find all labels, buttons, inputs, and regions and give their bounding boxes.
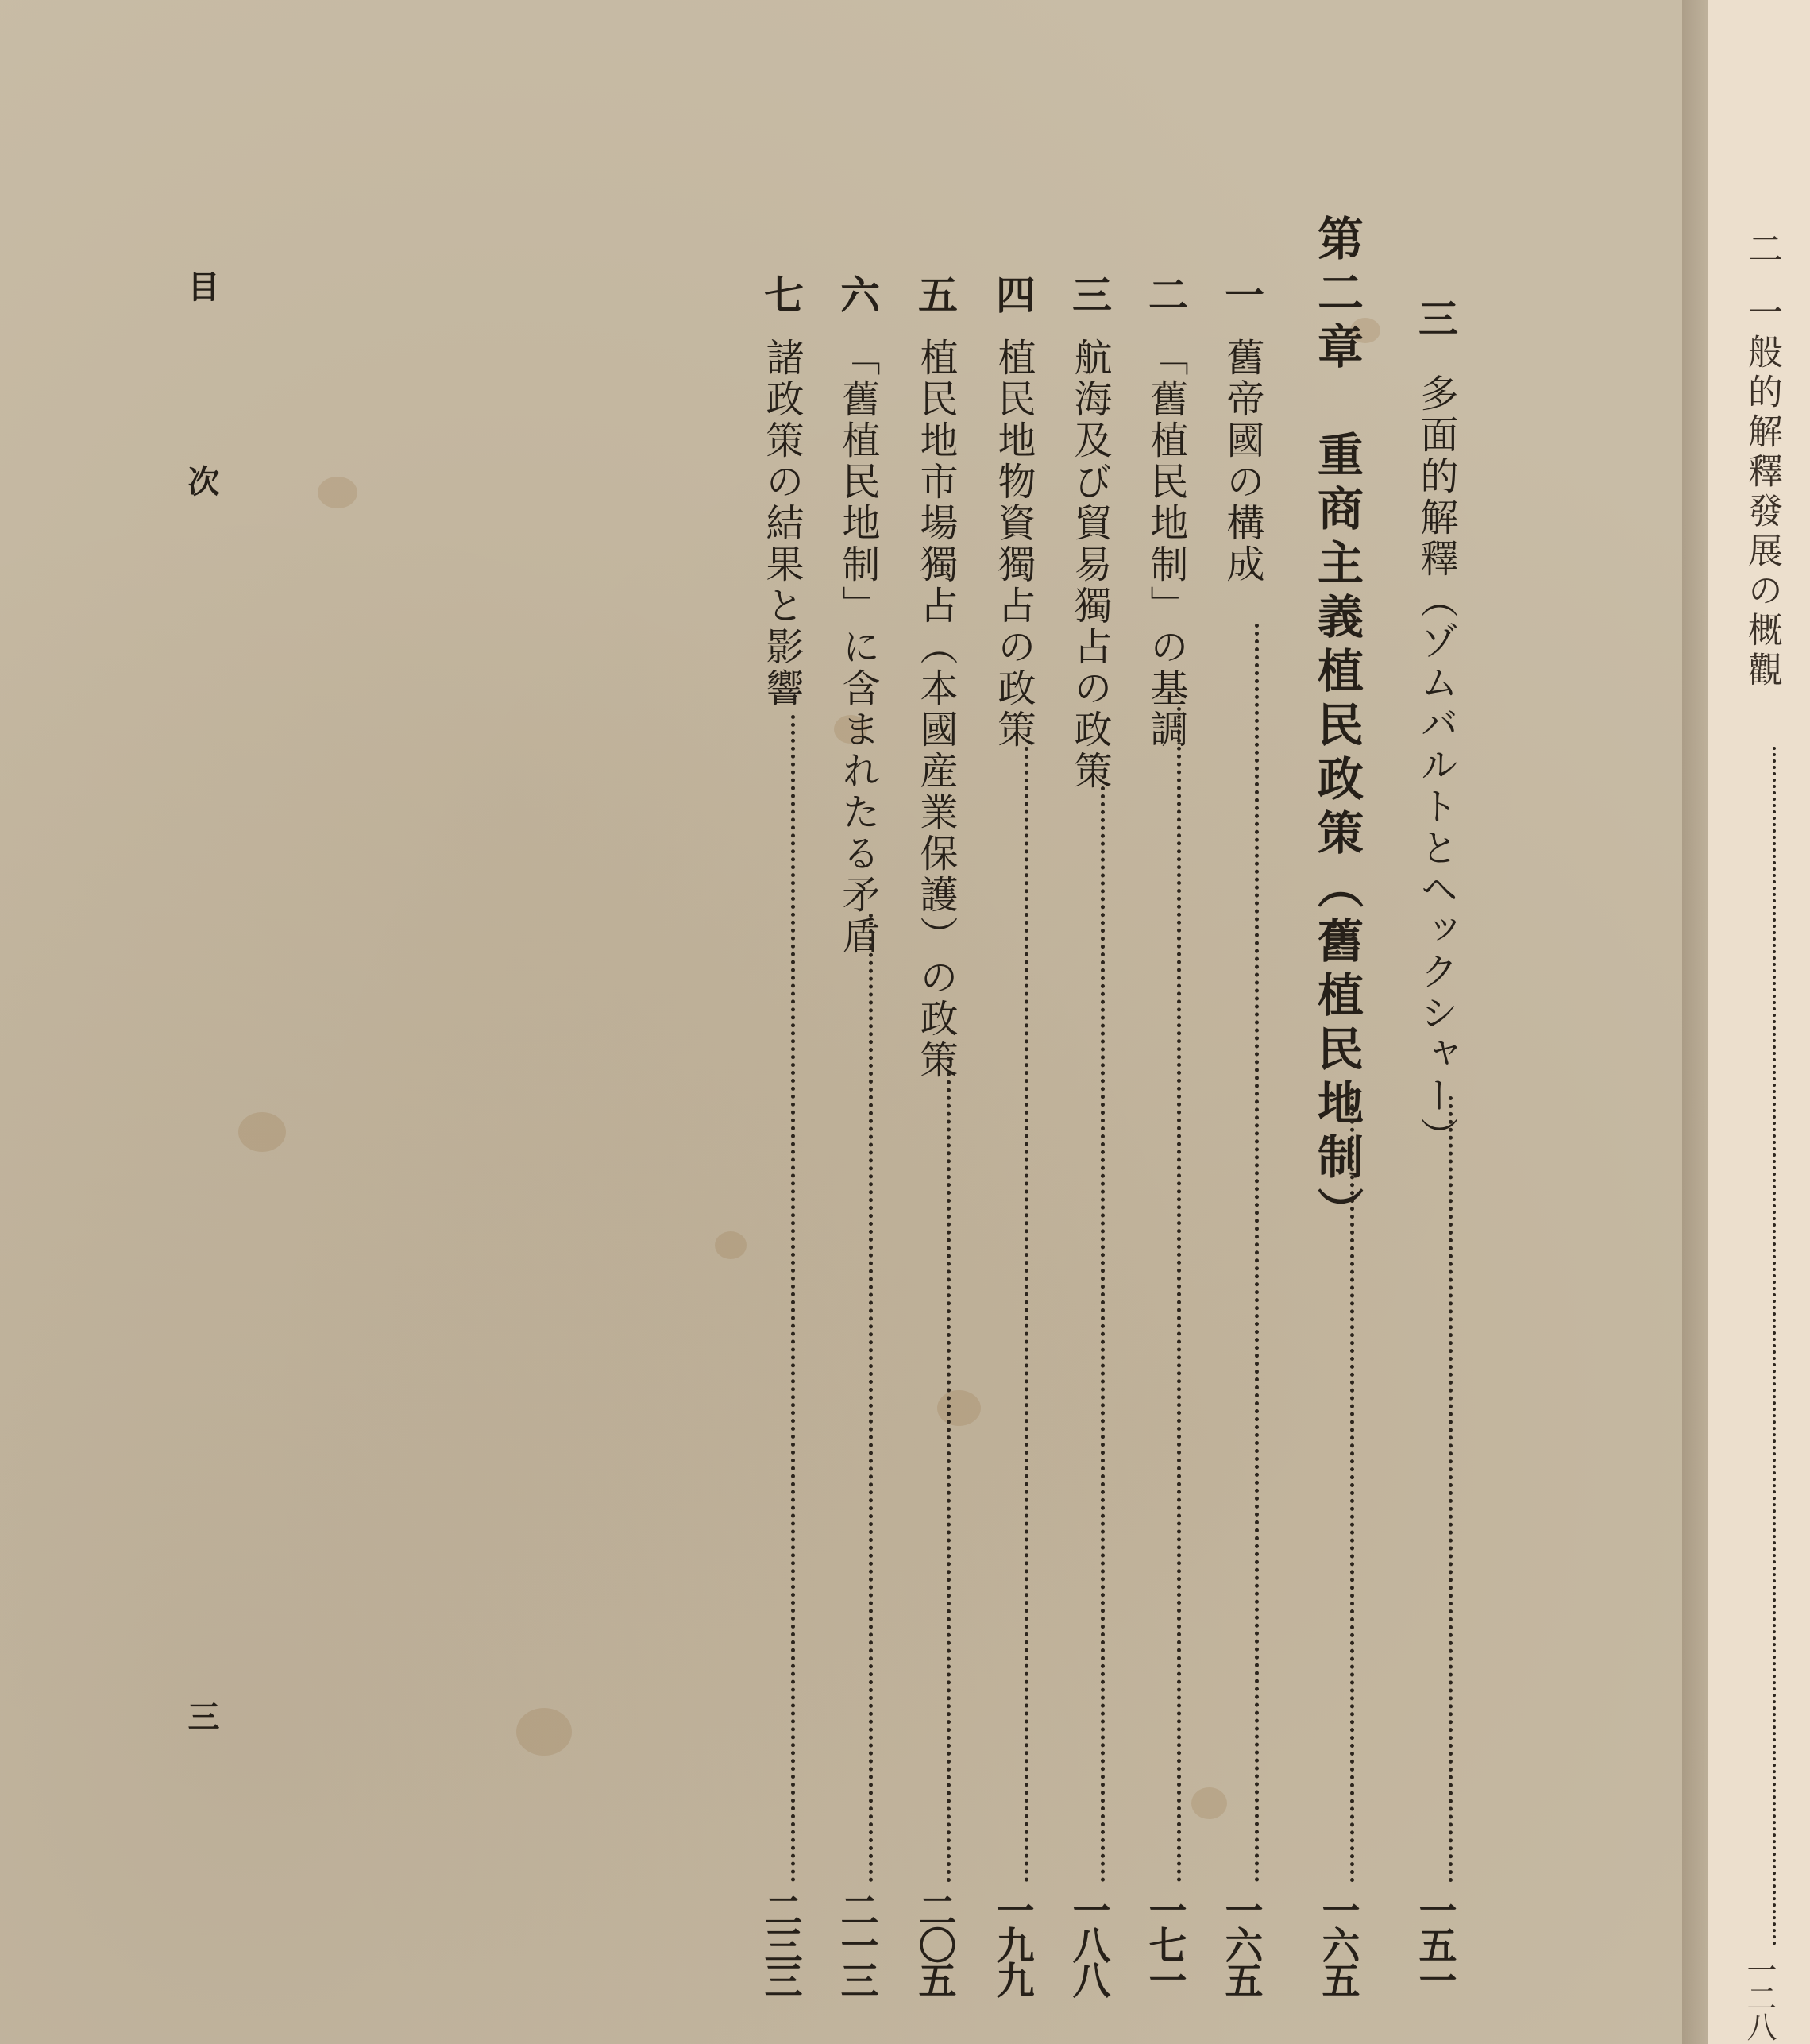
entry-page: 二〇五 — [912, 1891, 956, 1996]
entry-title: 航海及び貿易獨占の政策 — [1067, 338, 1112, 792]
leader-dots — [1101, 786, 1105, 1883]
entry-number: 五 — [912, 274, 959, 314]
entry-title: 諸政策の結果と影響 — [759, 338, 804, 709]
stain — [318, 477, 357, 508]
entry-number: 一 — [1218, 274, 1265, 314]
entry-number: 三 — [1412, 298, 1459, 338]
leader-dots — [869, 914, 873, 1883]
stain — [516, 1708, 572, 1756]
entry-number: 二 — [1142, 274, 1189, 314]
entry-number: 四 — [990, 274, 1036, 314]
stain — [937, 1390, 981, 1426]
leader-dots — [1177, 707, 1181, 1883]
leader-dots — [1025, 747, 1028, 1883]
entry-number: 三 — [1066, 274, 1113, 314]
entry-title: 植民地物資獨占の政策 — [991, 338, 1036, 751]
entry-page: 一六五 — [1218, 1891, 1263, 1996]
leader-dots — [1350, 1088, 1354, 1883]
entry-page: 一八八 — [1066, 1891, 1110, 1996]
leader-dots — [1255, 624, 1259, 1883]
stain — [238, 1112, 286, 1152]
leader-dots — [1773, 747, 1776, 1946]
entry-page: 二三三 — [758, 1891, 802, 1996]
entry-page: 一九九 — [990, 1891, 1034, 1996]
entry-title: 「舊植民地制」の基調 — [1144, 338, 1188, 751]
entry-page: 一七一 — [1142, 1891, 1187, 1996]
right-page-entry-page: 一二八 — [1742, 1954, 1777, 2040]
entry-title: 「舊植民地制」に含まれたる矛盾 — [836, 338, 880, 957]
chapter-page: 一六五 — [1315, 1891, 1360, 1996]
entry-page: 一五一 — [1412, 1891, 1457, 1996]
page-number: 三 — [183, 1700, 220, 1732]
header-moku: 目 — [183, 270, 220, 302]
stain — [1191, 1787, 1227, 1819]
entry-page: 二一三 — [834, 1891, 878, 1996]
entry-title: 多面的解釋（ゾムバルトとヘックシャー） — [1414, 373, 1458, 1158]
leader-dots — [791, 715, 795, 1883]
entry-title: 植民地市場獨占（本國産業保護）の政策 — [913, 338, 958, 1081]
leader-dots — [1449, 1096, 1453, 1883]
entry-number: 六 — [834, 274, 881, 314]
entry-title: 舊帝國の構成 — [1220, 338, 1264, 585]
chapter-title: 第二章 重商主義植民政策（舊植民地制） — [1310, 214, 1364, 1241]
right-page-entry-title: 一般的解釋發展の概觀 — [1742, 294, 1782, 691]
stain — [715, 1231, 747, 1259]
right-page-entry-number: 二 — [1742, 230, 1782, 270]
entry-number: 七 — [758, 274, 805, 314]
header-ji: 次 — [183, 465, 220, 497]
leader-dots — [947, 1057, 951, 1883]
